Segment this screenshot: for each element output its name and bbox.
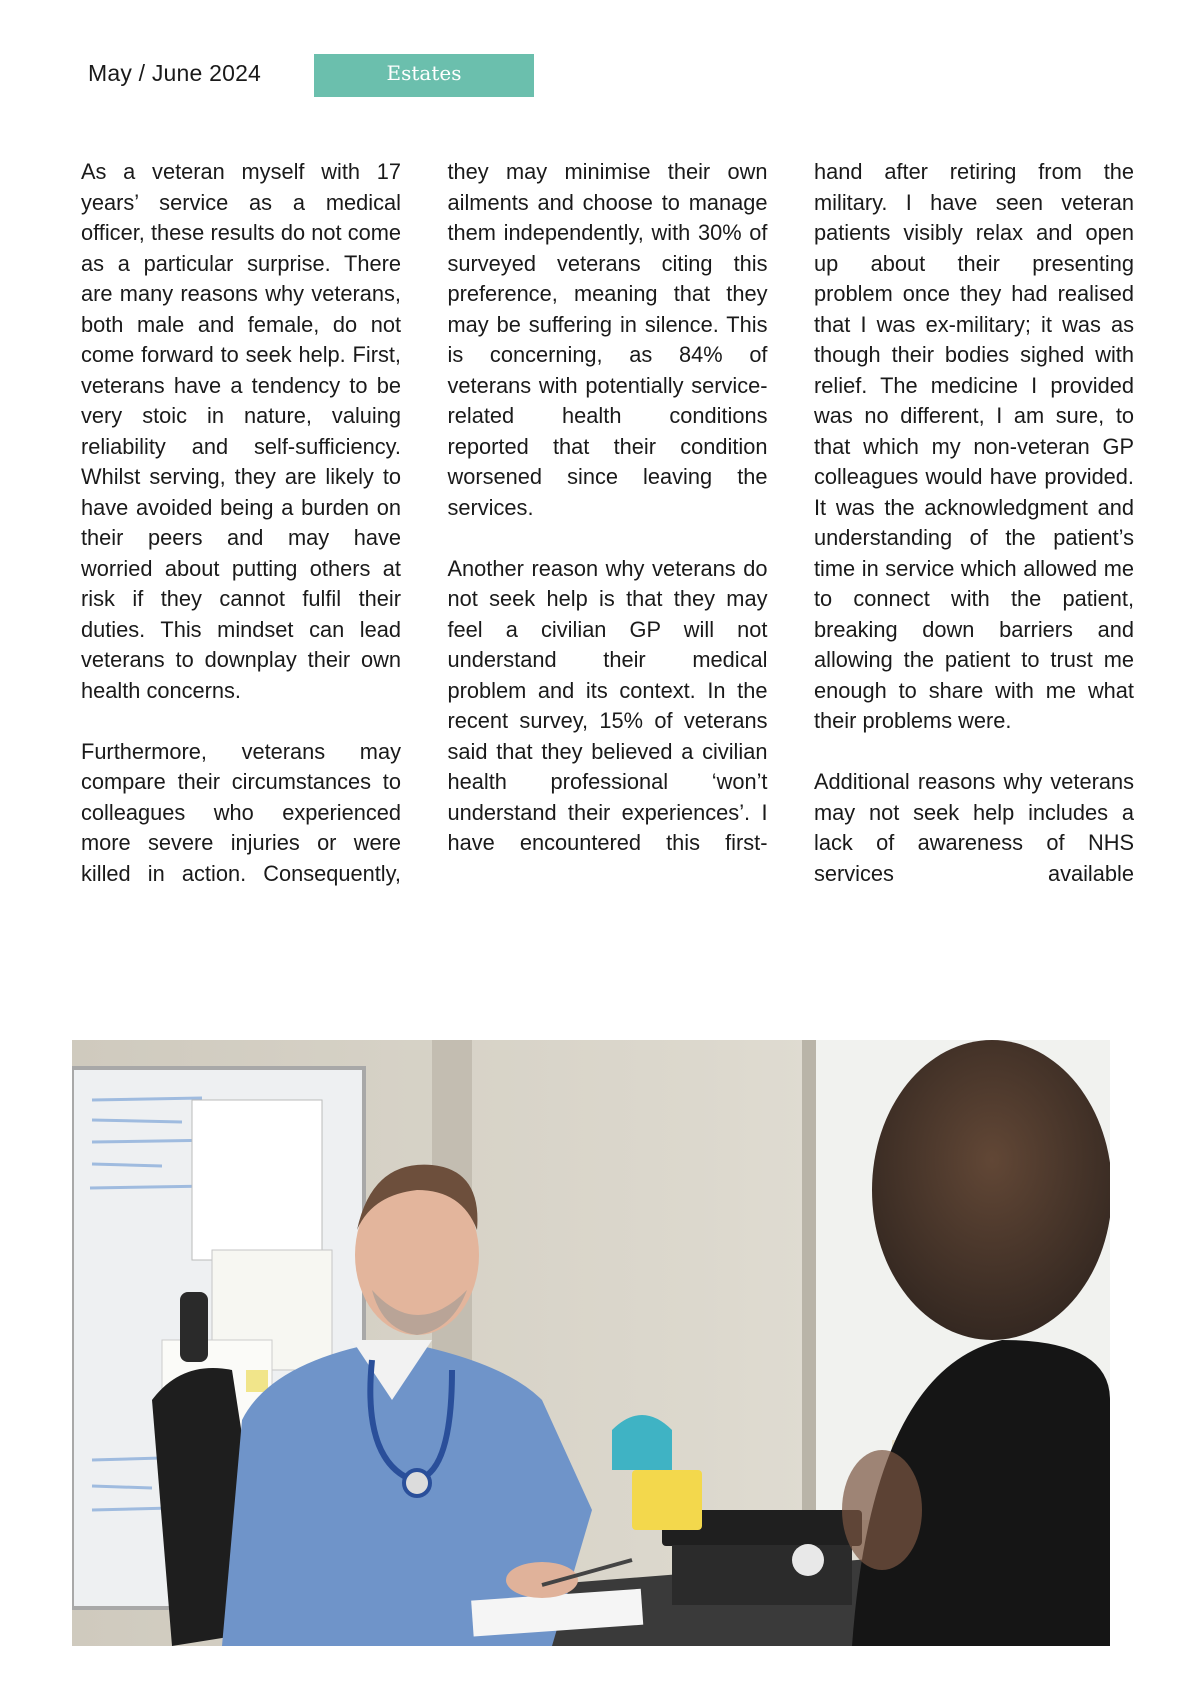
pinned-paper xyxy=(192,1100,322,1260)
sharps-bin xyxy=(632,1470,702,1530)
paragraph: Additional reasons why veterans may not seek help includes a lack of awareness of NHS services available xyxy=(814,769,1134,886)
stethoscope-chest-piece xyxy=(404,1470,430,1496)
paragraph: hand after retiring from the military. I have seen veteran patients visibly relax and open up about their presenting problem once they had realised that I was ex-military; it was as though their bodies sighed with relief. The medicine I provided was no different, I am sure, to that which my non-veteran GP colleagues would have provided. It was the acknowledgment and understanding of the patient’s time in service which allowed me to connect with the patient, breaking down barriers and allowing the patient to trust me enough to share with me what their problems were. xyxy=(814,159,1134,733)
monitor-stand xyxy=(672,1545,852,1605)
article-column-1 xyxy=(81,157,401,985)
stand-hole xyxy=(792,1544,824,1576)
header-date: May / June 2024 xyxy=(88,60,262,86)
wall-clock xyxy=(180,1292,208,1362)
article-columns xyxy=(81,157,1134,985)
patient-hand xyxy=(842,1450,922,1570)
paragraph: they may minimise their own ailments and choose to manage them independently, with 30% of surveyed veterans citing this preference, meaning that they may be suffering in silence. This is concerning, as 84% of veterans with potentially service-related health conditions reported that their condition worsened since leaving the services. xyxy=(447,159,768,520)
article-column-3 xyxy=(814,157,1134,985)
sticky-note xyxy=(246,1370,268,1392)
article-column-2 xyxy=(448,157,768,985)
patient-head xyxy=(872,1040,1110,1340)
paragraph: Furthermore, veterans may compare their circumstances to colleagues who experienced more severe injuries or were killed in action. Consequently, xyxy=(81,738,401,886)
window-frame xyxy=(802,1040,816,1520)
paragraph: Another reason why veterans do not seek help is that they may feel a civilian GP will not understand their medical problem and its context. In the recent survey, 15% of veterans said that they believed a civilian health professional ‘won’t understand their experiences’. I have encountered this first- xyxy=(447,555,768,855)
section-tag: Estates xyxy=(314,54,534,97)
desk-container xyxy=(612,1415,672,1470)
doctor-consultation-photo xyxy=(72,1040,1110,1646)
photo-illustration xyxy=(72,1040,1110,1646)
paragraph: As a veteran myself with 17 years’ service as a medical officer, these results do not come as a particular surprise. There are many reasons why veterans, both male and female, do not come forward to seek help. First, veterans have a tendency to be very stoic in nature, valuing reliability and self-sufficiency. Whilst serving, they are likely to have avoided being a burden on their peers and may have worried about putting others at risk if they cannot fulfil their duties. This mindset can lead veterans to downplay their own health concerns. xyxy=(81,159,401,703)
